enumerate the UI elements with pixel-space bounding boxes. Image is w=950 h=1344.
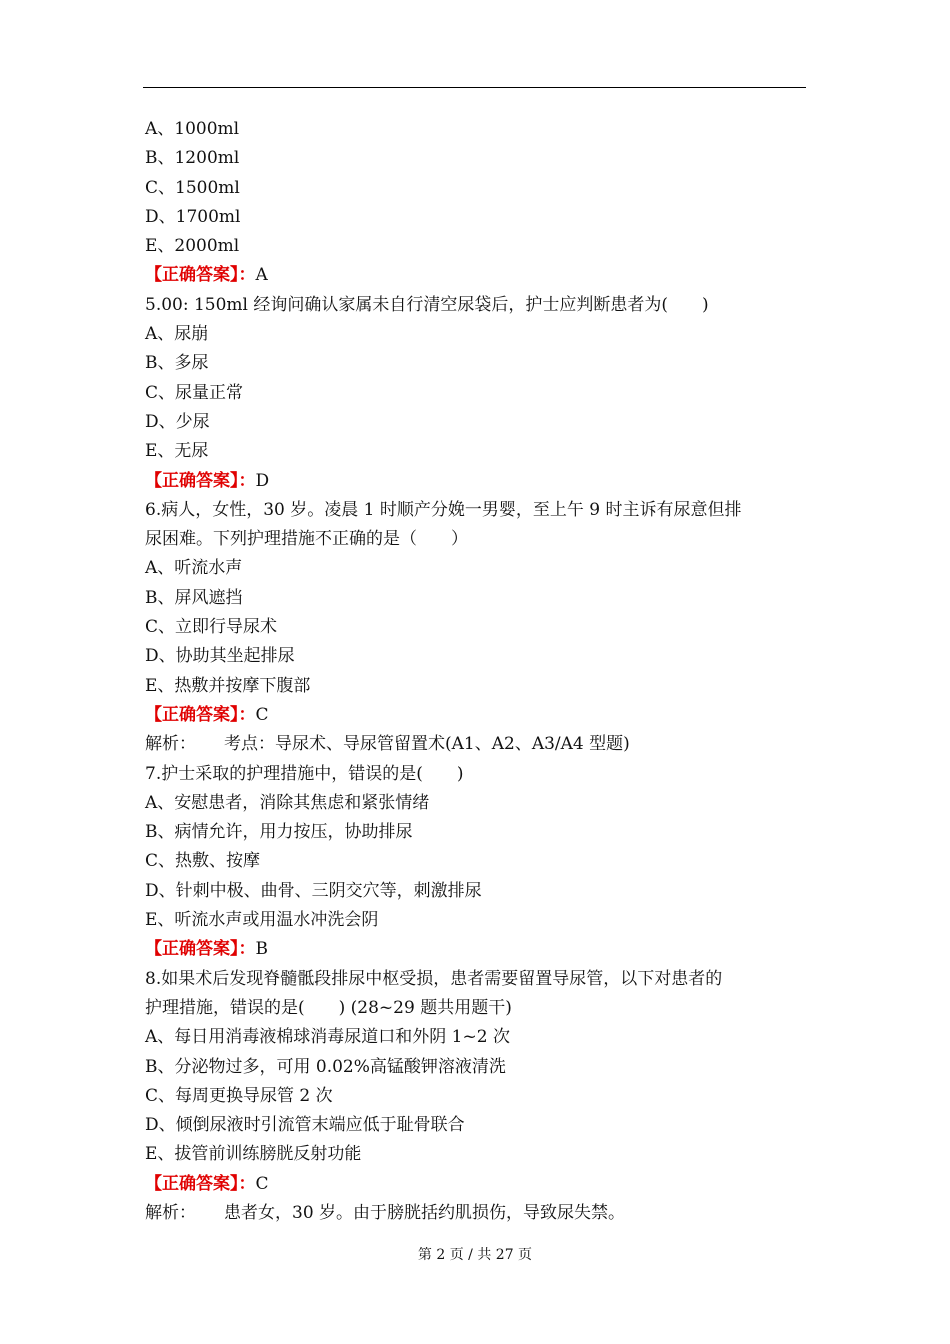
option-item: A、安慰患者，消除其焦虑和紧张情绪 [145,792,430,813]
option-item: E、无尿 [145,441,209,462]
analysis-line [145,730,810,759]
answer-label: 【正确答案】： [145,265,256,286]
question-stem-cont: 护理措施，错误的是( ) (28~29 题共用题干) [145,997,512,1018]
option-item: A、1000ml [145,119,240,139]
analysis-line [145,1199,810,1228]
answer-label: 【正确答案】： [145,1173,256,1194]
answer-line [145,467,810,496]
header-rule [143,87,806,88]
option-item: C、每周更换导尿管 2 次 [145,1085,333,1106]
answer-value: C [255,704,269,725]
analysis-label: 解析： [145,1202,196,1223]
option-item: C、立即行导尿术 [145,617,278,638]
option-item: A、听流水声 [145,558,243,579]
answer-line [145,935,810,964]
option-item: C、热敷、按摩 [145,851,261,872]
answer-value: C [255,1173,269,1194]
option-item: A、尿崩 [145,324,209,345]
question-stem: 8.如果术后发现脊髓骶段排尿中枢受损，患者需要留置导尿管，以下对患者的 [145,968,723,989]
answer-line [145,1170,810,1199]
question-stem-cont: 尿困难。下列护理措施不正确的是（ ） [145,529,468,550]
answer-label: 【正确答案】： [145,704,256,725]
option-item: E、热敷并按摩下腹部 [145,675,311,696]
analysis-label: 解析： [145,734,196,755]
option-item: D、少尿 [145,411,210,432]
option-item: A、每日用消毒液棉球消毒尿道口和外阴 1~2 次 [145,1027,510,1048]
option-item: D、针刺中极、曲骨、三阴交穴等，刺激排尿 [145,880,482,901]
option-item: D、1700ml [145,206,241,227]
answer-value: D [255,470,270,491]
option-item: E、拔管前训练膀胱反射功能 [145,1144,362,1165]
option-item: B、分泌物过多，可用 0.02%高锰酸钾溶液清洗 [145,1056,506,1077]
option-item: B、病情允许，用力按压，协助排尿 [145,822,413,843]
analysis-text: 患者女，30 岁。由于膀胱括约肌损伤，导致尿失禁。 [224,1202,626,1223]
option-item: C、尿量正常 [145,382,244,403]
question-stem: 7.护士采取的护理措施中，错误的是( ) [145,763,464,784]
answer-label: 【正确答案】： [145,939,256,960]
option-item: B、屏风遮挡 [145,587,243,608]
option-item: B、1200ml [145,148,240,169]
option-item: C、1500ml [145,177,240,198]
option-item: E、听流水声或用温水冲洗会阴 [145,910,379,931]
analysis-text: 考点：导尿术、导尿管留置术(A1、A2、A3/A4 型题) [224,734,630,755]
page-content [145,115,810,1228]
question-stem: 5.00: 150ml 经询问确认家属未自行清空尿袋后，护士应判断患者为( ) [145,294,709,315]
page-footer: 第 2 页 / 共 27 页 [417,1247,533,1263]
option-item: D、协助其坐起排尿 [145,646,295,667]
answer-label: 【正确答案】： [145,470,256,491]
answer-value: B [255,939,268,960]
option-item: E、2000ml [145,236,240,257]
answer-line [145,261,810,290]
option-item: D、倾倒尿液时引流管末端应低于耻骨联合 [145,1115,465,1136]
answer-value: A [255,265,268,286]
answer-line [145,701,810,730]
question-stem: 6.病人，女性，30 岁。凌晨 1 时顺产分娩一男婴，至上午 9 时主诉有尿意但排 [145,499,742,520]
option-item: B、多尿 [145,353,209,374]
